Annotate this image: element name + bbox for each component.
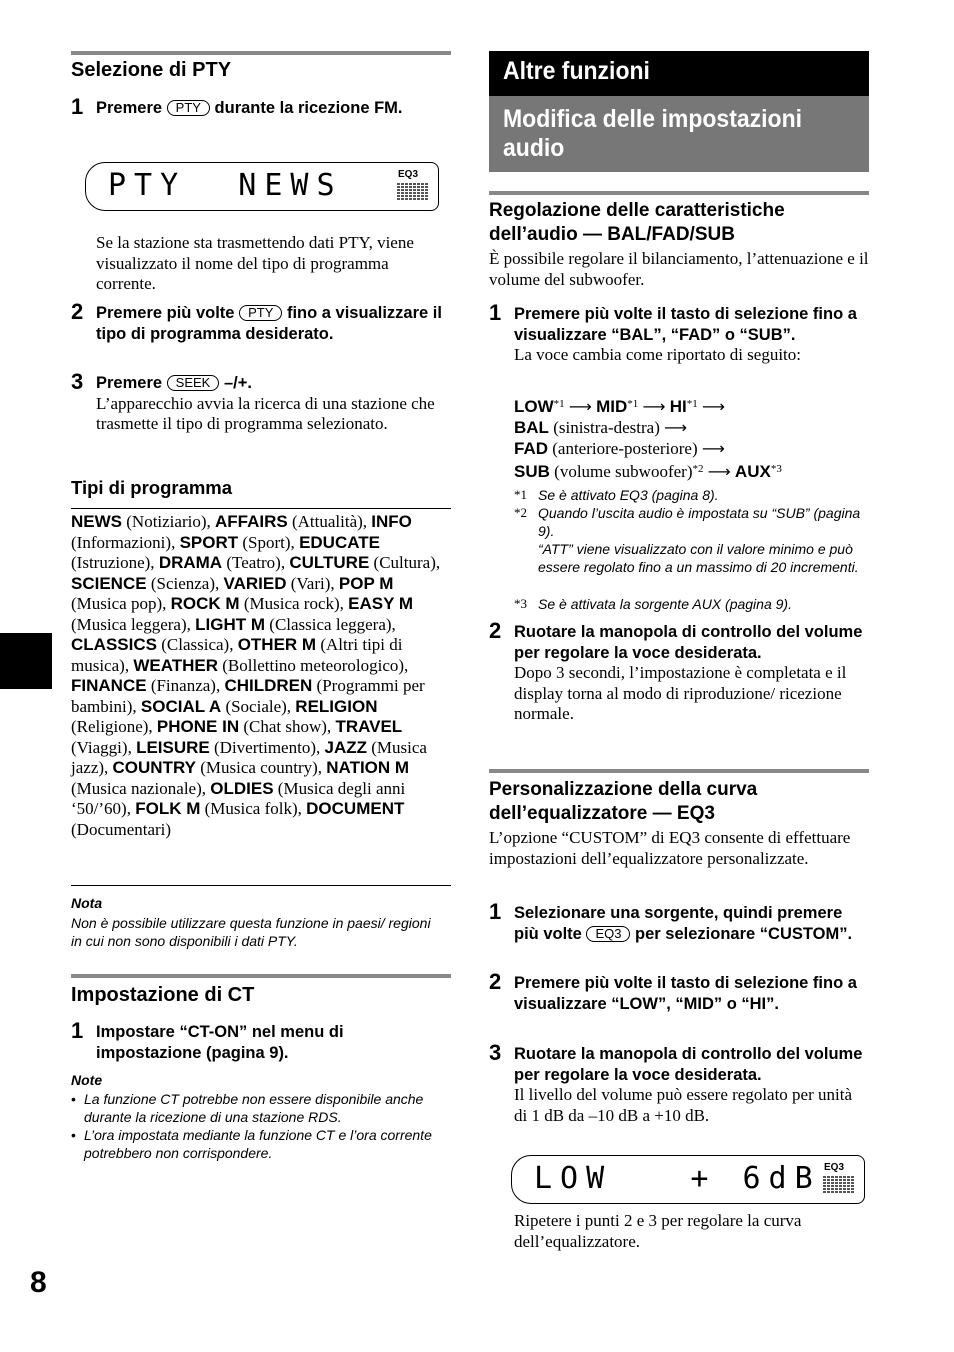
ct-heading: Impostazione di CT [71, 984, 255, 1006]
program-type-code: SCIENCE [71, 573, 147, 593]
program-type-code: OTHER M [237, 635, 317, 654]
bal-sequence: LOW$^{*1}$ ⟶ MID$^{*1}$ ⟶ HI$^{*1}$ ⟶ BAL (sinistra-destra) ⟶ FAD (anteriore-posteriore) ⟶ SUB (volume subwoofer)$^{*2}$ ⟶ AUX$^{*3}$ [514, 397, 782, 481]
bal-step-1-body: La voce cambia come riportato di seguito: [514, 345, 802, 364]
program-type-desc: (Classica), [156, 635, 238, 654]
program-type-desc: (Teatro), [222, 553, 290, 572]
program-type-code: FINANCE [71, 676, 147, 695]
lcd-text: LOW + 6dB [534, 1161, 821, 1196]
chapter-title: Altre funzioni [503, 57, 650, 85]
pty-key: PTY [167, 100, 210, 116]
pty-heading: Selezione di PTY [71, 59, 232, 81]
program-type-desc: (Bollettino meteorologico), [218, 655, 409, 675]
program-type-desc: (Finanza), [146, 676, 225, 695]
section-rule [71, 974, 451, 978]
eq-intro: L’opzione “CUSTOM” di EQ3 consente di effettuare impostazioni dell’equalizzatore personalizzate. [489, 828, 851, 868]
nota-text: Non è possibile utilizzare questa funzione in paesi/ regioni in cui non sono disponibili i dati PTY. [71, 915, 431, 949]
pty-step-1: 1 Premere PTY durante la ricezione FM. [71, 94, 403, 119]
eq-bars-icon [823, 1176, 854, 1193]
program-type-code: TRAVEL [335, 717, 403, 736]
eq-step-2: 2 Premere più volte il tasto di selezione fino a visualizzare “LOW”, “MID” o “HI”. [489, 969, 857, 1013]
program-type-desc: (Musica folk), [200, 799, 307, 818]
eq3-key: EQ3 [586, 926, 630, 942]
program-type-desc: (Viaggi), [71, 737, 137, 757]
footnote-2: *2 Quando l’uscita audio è impostata su “SUB” (pagina 9). “ATT” viene visualizzato con il valore minimo e può essere regolato fino a un massimo di 20 incrementi. [514, 505, 861, 575]
bal-heading: Regolazione delle caratteristiche dell’audio — BAL/FAD/SUB [489, 200, 785, 245]
program-type-code: SOCIAL A [140, 696, 222, 716]
types-heading: Tipi di programma [71, 477, 233, 498]
program-type-desc: (Attualità), [287, 512, 372, 531]
page-number: 8 [30, 1266, 47, 1299]
types-top-rule [71, 508, 451, 509]
program-type-desc: (Chat show), [239, 717, 336, 736]
eq3-indicator: EQ3 [398, 169, 419, 180]
ct-step-1: 1 Impostare “CT-ON” nel menu di impostazione (pagina 9). [71, 1018, 344, 1062]
eq-step-3-body: Il livello del volume può essere regolato per unità di 1 dB da –10 dB a +10 dB. [514, 1085, 853, 1125]
program-types-list [71, 512, 451, 840]
eq-end-text: Ripetere i punti 2 e 3 per regolare la curva dell’equalizzatore. [514, 1211, 802, 1251]
program-type-code: POP M [338, 573, 394, 593]
program-type-code: VARIED [223, 573, 287, 593]
pty-body-3: L’apparecchio avvia la ricerca di una stazione che trasmette il tipo di programma selezionato. [96, 393, 435, 433]
program-type-desc: (Musica country), [195, 758, 327, 777]
program-type-desc: (Informazioni), [71, 532, 180, 552]
program-type-code: DRAMA [158, 553, 223, 572]
seek-key: SEEK [167, 375, 220, 391]
program-type-code: PHONE IN [156, 717, 240, 736]
program-type-desc: (Altri tipi di musica), [71, 635, 403, 675]
section-rule [489, 769, 869, 773]
program-type-code: EASY M [348, 594, 414, 613]
program-type-code: ROCK M [170, 594, 240, 613]
footnote-3: *3 Se è attivata la sorgente AUX (pagina 9). [514, 596, 792, 612]
program-type-code: COUNTRY [112, 758, 196, 777]
program-type-code: OLDIES [210, 778, 274, 798]
bal-step-1: 1 Premere più volte il tasto di selezione fino a visualizzare “BAL”, “FAD” o “SUB”. La voce cambia come riportato di seguito: [489, 304, 869, 366]
program-type-desc: (Sociale), [221, 696, 296, 716]
program-type-desc: (Cultura), [369, 553, 441, 572]
pty-step-2: 2 Premere più volte PTY fino a visualizzare il tipo di programma desiderato. [71, 299, 442, 343]
program-type-desc: (Musica degli anni ‘50/’60), [71, 778, 406, 818]
chapter-subtitle: Modifica delle impostazioni audio [503, 105, 803, 162]
lcd-display-eq [511, 1155, 865, 1204]
nota-heading: Nota [71, 895, 103, 911]
lcd-display-pty [85, 162, 439, 211]
program-type-desc: (Sport), [238, 532, 300, 552]
bal-step-2-body: Dopo 3 secondi, l’impostazione è completata e il display torna al modo di riproduzione/ ricezione normale. [514, 663, 847, 723]
program-type-desc: (Musica nazionale), [71, 778, 211, 798]
types-bottom-rule [71, 885, 451, 886]
bal-intro: È possibile regolare il bilanciamento, l’attenuazione e il volume del subwoofer. [489, 249, 869, 289]
pty-step-3: 3 Premere SEEK –/+. L’apparecchio avvia la ricerca di una stazione che trasmette il tipo di programma selezionato. [71, 373, 451, 435]
lcd-text: PTY NEWS [108, 168, 343, 203]
program-type-desc: (Programmi per bambini), [71, 676, 425, 716]
eq3-indicator: EQ3 [824, 1162, 845, 1173]
program-type-code: INFO [371, 512, 412, 531]
program-type-desc: (Notiziario), [122, 512, 215, 531]
program-type-desc: (Scienza), [146, 573, 224, 593]
program-type-code: SPORT [179, 532, 239, 552]
program-type-code: CLASSICS [71, 635, 157, 654]
eq-step-1: 1 Selezionare una sorgente, quindi premere più volte EQ3 per selezionare “CUSTOM”. [489, 899, 853, 943]
footnote-1: *1 Se è attivato EQ3 (pagina 8). [514, 487, 719, 503]
pty-body-1: Se la stazione sta trasmettendo dati PTY, viene visualizzato il nome del tipo di programma corrente. [96, 233, 414, 293]
bal-step-2: 2 Ruotare la manopola di controllo del volume per regolare la voce desiderata. Dopo 3 secondi, l’impostazione è completata e il display torna al modo di riproduzione/ ricezione normale. [489, 622, 869, 725]
program-type-desc: (Divertimento), [209, 737, 325, 757]
program-type-desc: (Musica leggera), [71, 614, 196, 634]
eq-bars-icon [397, 183, 428, 200]
program-type-code: LIGHT M [195, 614, 266, 634]
program-type-code: LEISURE [136, 737, 210, 757]
eq-step-3: 3 Ruotare la manopola di controllo del volume per regolare la voce desiderata. Il livello del volume può essere regolato per unità di 1 dB da –10 dB a +10 dB. [489, 1044, 869, 1126]
program-type-desc: (Documentari) [71, 819, 172, 839]
program-type-desc: (Religione), [71, 717, 157, 736]
eq-heading: Personalizzazione della curva dell’equalizzatore — EQ3 [489, 779, 758, 824]
program-type-code: CHILDREN [224, 676, 313, 695]
program-type-code: NEWS [71, 512, 122, 531]
program-type-code: CULTURE [289, 553, 370, 572]
section-tab-marker [0, 633, 52, 689]
program-type-desc: (Musica rock), [239, 594, 349, 613]
section-rule [489, 191, 869, 195]
program-type-code: NATION M [326, 758, 410, 777]
program-type-code: DOCUMENT [306, 799, 405, 818]
program-type-code: RELIGION [295, 696, 378, 716]
chapter-band [489, 51, 869, 96]
program-type-desc: (Istruzione), [71, 553, 159, 572]
program-type-desc: (Musica pop), [71, 594, 171, 613]
note-item: L’ora impostata mediante la funzione CT e l’ora corrente potrebbero non corrispondere. [84, 1127, 432, 1161]
program-type-desc: (Vari), [286, 573, 339, 593]
chapter-sub-band [489, 96, 869, 172]
pty-key: PTY [239, 305, 282, 321]
program-type-code: FOLK M [135, 799, 201, 818]
program-type-desc: (Musica jazz), [71, 737, 427, 777]
note-heading: Note [71, 1072, 103, 1088]
program-type-code: JAZZ [324, 737, 367, 757]
program-type-code: WEATHER [133, 655, 219, 675]
note-item: La funzione CT potrebbe non essere disponibile anche durante la ricezione di una stazione RDS. [84, 1091, 424, 1125]
program-type-code: AFFAIRS [215, 512, 288, 531]
section-rule [71, 51, 451, 55]
program-type-desc: (Classica leggera), [265, 614, 396, 634]
program-type-code: EDUCATE [299, 532, 380, 552]
note-list: • La funzione CT potrebbe non essere disponibile anche durante la ricezione di una stazione RDS. • L’ora impostata mediante la funzione CT e l’ora corrente potrebbero non corrispondere. [71, 1090, 441, 1162]
